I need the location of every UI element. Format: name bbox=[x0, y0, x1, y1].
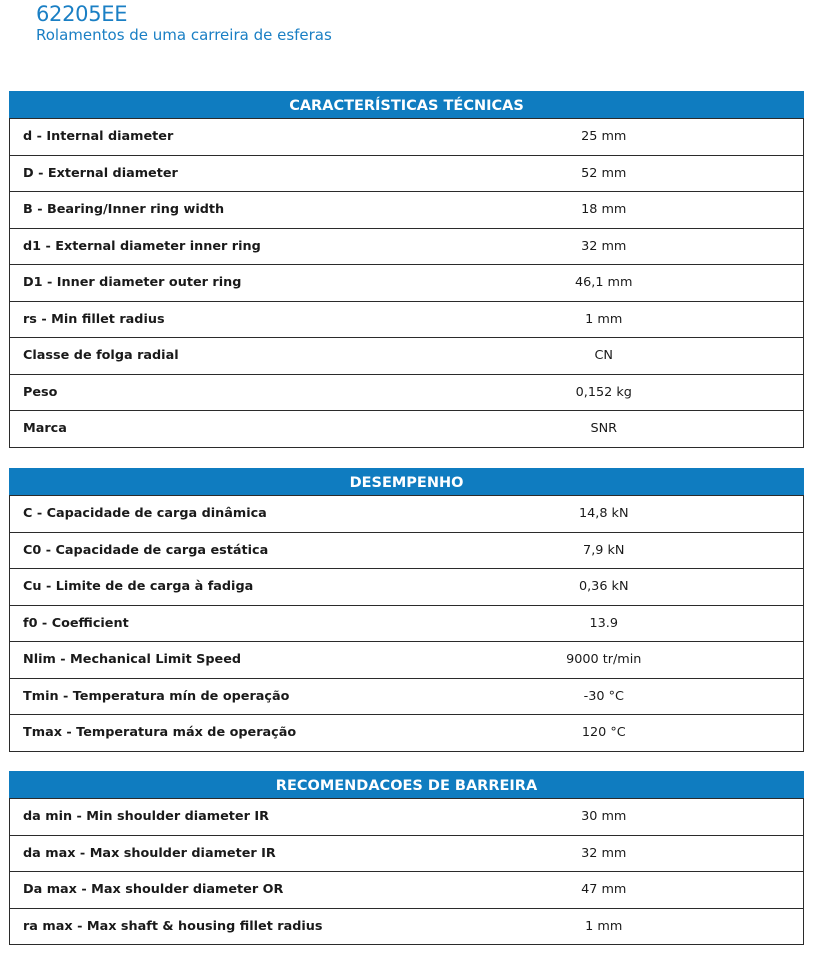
row-value: 18 mm bbox=[581, 202, 627, 218]
row-label: D1 - Inner diameter outer ring bbox=[23, 275, 242, 291]
table-row bbox=[10, 605, 804, 642]
row-value: 120 °C bbox=[581, 725, 626, 741]
section-title: DESEMPENHO bbox=[9, 468, 804, 495]
row-label: rs - Min fillet radius bbox=[23, 311, 165, 327]
row-value: 1 mm bbox=[585, 311, 623, 327]
row-value: 47 mm bbox=[581, 882, 627, 898]
row-label: ra max - Max shaft & housing fillet radius bbox=[23, 918, 323, 934]
row-value: 30 mm bbox=[581, 809, 627, 825]
table-row bbox=[10, 411, 804, 448]
spec-table bbox=[9, 798, 804, 945]
row-label: Peso bbox=[23, 384, 58, 400]
section-title: CARACTERÍSTICAS TÉCNICAS bbox=[9, 91, 804, 118]
table-row bbox=[10, 908, 804, 945]
table-row bbox=[10, 678, 804, 715]
table-row bbox=[10, 301, 804, 338]
row-value: 32 mm bbox=[581, 845, 627, 861]
section-barrier-recommendations bbox=[9, 771, 804, 945]
row-label: Marca bbox=[23, 421, 67, 437]
row-value: 13.9 bbox=[589, 615, 618, 631]
row-value: -30 °C bbox=[583, 688, 624, 704]
table-row bbox=[10, 155, 804, 192]
row-label: f0 - Coefficient bbox=[23, 615, 129, 631]
table-row bbox=[10, 496, 804, 533]
spec-table bbox=[9, 495, 804, 752]
table-row bbox=[10, 569, 804, 606]
row-label: C0 - Capacidade de carga estática bbox=[23, 542, 269, 558]
row-value: 52 mm bbox=[581, 165, 627, 181]
section-technical-characteristics bbox=[9, 91, 804, 448]
row-label: da min - Min shoulder diameter IR bbox=[23, 809, 269, 825]
row-label: C - Capacidade de carga dinâmica bbox=[23, 506, 267, 522]
row-value: 14,8 kN bbox=[578, 506, 629, 522]
row-value: 1 mm bbox=[585, 918, 623, 934]
table-row bbox=[10, 835, 804, 872]
table-row bbox=[10, 532, 804, 569]
row-value: 46,1 mm bbox=[575, 275, 633, 291]
row-value: 32 mm bbox=[581, 238, 627, 254]
table-row bbox=[10, 642, 804, 679]
table-row bbox=[10, 715, 804, 752]
row-label: Tmax - Temperatura máx de operação bbox=[23, 725, 297, 741]
table-row bbox=[10, 119, 804, 156]
row-value: 25 mm bbox=[581, 129, 627, 145]
row-label: D - External diameter bbox=[23, 165, 178, 181]
table-row bbox=[10, 799, 804, 836]
product-header bbox=[36, 2, 332, 44]
row-label: Classe de folga radial bbox=[23, 348, 179, 364]
row-label: B - Bearing/Inner ring width bbox=[23, 202, 225, 218]
product-code: 62205EE bbox=[36, 2, 128, 26]
section-title: RECOMENDACOES DE BARREIRA bbox=[9, 771, 804, 798]
row-value: 0,36 kN bbox=[578, 579, 629, 595]
row-value: SNR bbox=[590, 421, 618, 437]
row-label: da max - Max shoulder diameter IR bbox=[23, 845, 276, 861]
row-value: 9000 tr/min bbox=[566, 652, 642, 668]
table-row bbox=[10, 228, 804, 265]
table-row bbox=[10, 872, 804, 909]
spec-table bbox=[9, 118, 804, 448]
table-row bbox=[10, 374, 804, 411]
table-row bbox=[10, 338, 804, 375]
row-label: Tmin - Temperatura mín de operação bbox=[23, 688, 290, 704]
product-subtitle: Rolamentos de uma carreira de esferas bbox=[36, 26, 332, 44]
row-label: d1 - External diameter inner ring bbox=[23, 238, 261, 254]
row-label: d - Internal diameter bbox=[23, 129, 174, 145]
row-label: Nlim - Mechanical Limit Speed bbox=[23, 652, 242, 668]
row-label: Da max - Max shoulder diameter OR bbox=[23, 882, 284, 898]
row-value: CN bbox=[594, 348, 613, 364]
table-row bbox=[10, 192, 804, 229]
table-row bbox=[10, 265, 804, 302]
row-value: 7,9 kN bbox=[583, 542, 625, 558]
row-value: 0,152 kg bbox=[575, 384, 632, 400]
section-performance bbox=[9, 468, 804, 752]
row-label: Cu - Limite de de carga à fadiga bbox=[23, 579, 254, 595]
